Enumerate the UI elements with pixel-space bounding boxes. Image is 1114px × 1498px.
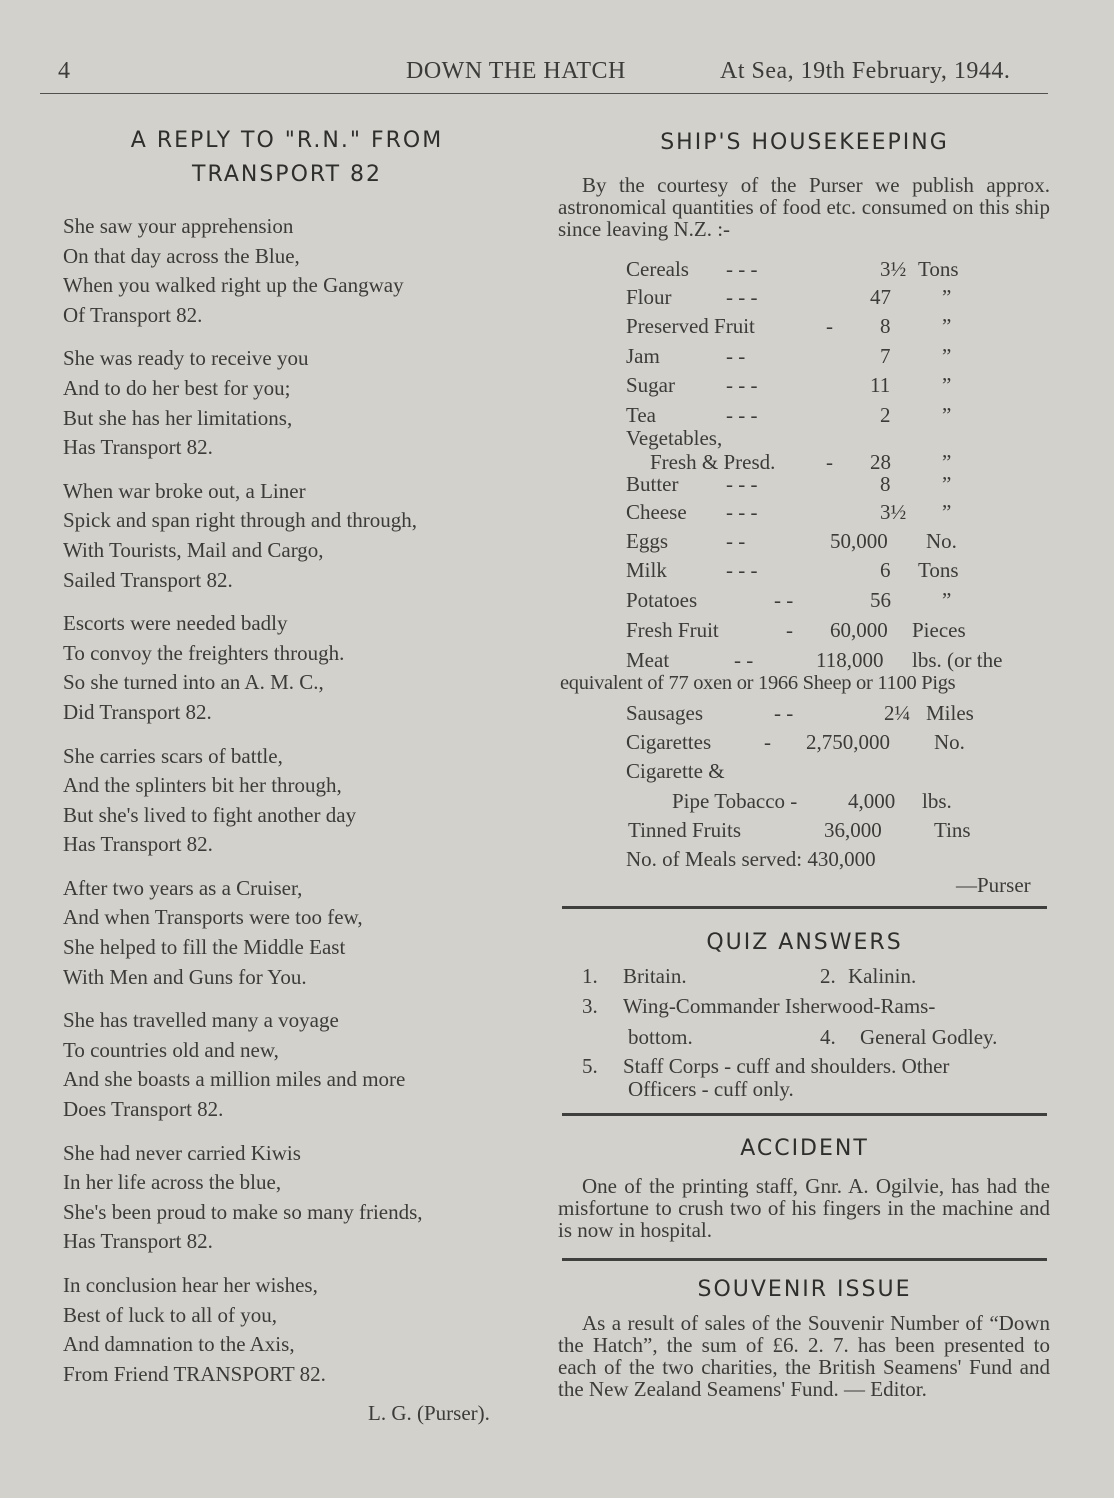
poem-line: In her life across the blue,: [63, 1170, 282, 1195]
poem-stanza: [63, 609, 553, 727]
poem-body: [63, 212, 553, 1403]
poem-line: And she boasts a million miles and more: [63, 1067, 406, 1092]
item-name: Preserved Fruit: [626, 314, 755, 338]
poem-stanza: [63, 1139, 553, 1257]
item-name: Milk: [626, 558, 667, 582]
item-quantity: 7: [880, 344, 891, 368]
poem-line: When you walked right up the Gangway: [63, 273, 404, 298]
souvenir-text: [558, 1312, 1050, 1400]
header-rule: [40, 93, 1048, 94]
quiz-answer: General Godley.: [860, 1025, 998, 1049]
item-name: Sugar: [626, 373, 675, 397]
quiz-answer: Britain.: [623, 964, 687, 988]
poem-line: She had never carried Kiwis: [63, 1140, 301, 1165]
poem-line: With Tourists, Mail and Cargo,: [63, 537, 324, 562]
item-quantity: 47: [870, 285, 891, 309]
poem-line: But she's lived to fight another day: [63, 802, 357, 827]
housekeeping-intro: [558, 174, 1050, 240]
housekeeping-intro-text: By the courtesy of the Purser we publish approx. astronomical quantities of food etc. consumed on this ship since leaving N.Z. :-: [558, 173, 1050, 241]
quiz-number: 1.: [582, 964, 598, 988]
item-name: Jam: [626, 344, 660, 368]
item-dashes: - - -: [726, 257, 758, 281]
item-name: Tinned Fruits: [628, 818, 742, 842]
poem-line: Has Transport 82.: [63, 832, 213, 857]
item-quantity: 2¼: [884, 701, 911, 725]
page-number: 4: [58, 58, 71, 84]
item-quantity: 28: [870, 450, 891, 474]
quiz-number: 2.: [820, 964, 836, 988]
poem-line: But she has her limitations,: [63, 405, 293, 430]
poem-line: Sailed Transport 82.: [63, 567, 233, 592]
item-name: Eggs: [626, 529, 668, 553]
item-quantity: 3½: [880, 500, 907, 524]
poem-line: Of Transport 82.: [63, 302, 203, 327]
item-name: Fresh & Presd.: [650, 450, 776, 474]
item-dashes: - - -: [726, 558, 758, 582]
meat-continuation: equivalent of 77 oxen or 1966 Sheep or 1100 Pigs: [560, 672, 956, 694]
section-rule: [562, 1258, 1047, 1261]
item-dashes: - -: [734, 648, 754, 672]
item-dashes: - - -: [726, 285, 758, 309]
item-quantity: 4,000: [848, 789, 896, 813]
item-unit: ”: [942, 285, 952, 309]
item-quantity: 60,000: [830, 618, 888, 642]
item-name: Butter: [626, 472, 679, 496]
item-dashes: - -: [726, 529, 746, 553]
poem-stanza: [63, 477, 553, 595]
item-unit: ”: [942, 373, 952, 397]
item-name: Cheese: [626, 500, 687, 524]
item-unit: Pieces: [912, 618, 966, 642]
souvenir-title: SOUVENIR ISSUE: [697, 1277, 912, 1302]
item-quantity: 2: [880, 403, 891, 427]
item-dashes: - -: [726, 344, 746, 368]
poem-line: She saw your apprehension: [63, 214, 294, 238]
item-unit: ”: [942, 344, 952, 368]
item-name: Potatoes: [626, 588, 698, 612]
poem-line: To countries old and new,: [63, 1037, 279, 1062]
item-unit: ”: [942, 472, 952, 496]
quiz-answer: Staff Corps - cuff and shoulders. Other: [623, 1054, 950, 1078]
item-quantity: 8: [880, 314, 891, 338]
quiz-number: 4.: [820, 1025, 836, 1049]
poem-signature: L. G. (Purser).: [368, 1401, 490, 1425]
page-header: [40, 58, 1050, 94]
quiz-answer: Officers - cuff only.: [628, 1077, 794, 1101]
poem-line: To convoy the freighters through.: [63, 640, 345, 665]
poem-line: She carries scars of battle,: [63, 743, 283, 768]
item-unit: Tons: [918, 257, 959, 281]
poem-line: When war broke out, a Liner: [63, 478, 306, 503]
poem-stanza: [63, 742, 553, 860]
item-dashes: - -: [774, 588, 794, 612]
item-unit: No.: [934, 730, 965, 754]
poem-line: And the splinters bit her through,: [63, 773, 342, 798]
quiz-number: 5.: [582, 1054, 598, 1078]
meals-served: No. of Meals served: 430,000: [626, 847, 876, 871]
quiz-number: 3.: [582, 994, 598, 1018]
item-name: Meat: [626, 648, 670, 672]
poem-stanza: [63, 212, 553, 330]
poem-line: And when Transports were too few,: [63, 905, 363, 930]
item-name: Flour: [626, 285, 672, 309]
accident-title: ACCIDENT: [740, 1136, 869, 1161]
poem-line: On that day across the Blue,: [63, 243, 300, 268]
accident-text: [558, 1175, 1050, 1241]
poem-line: Does Transport 82.: [63, 1097, 224, 1122]
poem-stanza: [63, 874, 553, 992]
poem-title-line-2: TRANSPORT 82: [192, 162, 382, 187]
item-dashes: - - -: [726, 373, 758, 397]
section-rule: [562, 906, 1047, 909]
item-unit: Tons: [918, 558, 959, 582]
poem-line: She was ready to receive you: [63, 346, 309, 371]
housekeeping-title: SHIP'S HOUSEKEEPING: [660, 130, 949, 155]
poem-line: Best of luck to all of you,: [63, 1302, 278, 1327]
poem-line: Has Transport 82.: [63, 435, 213, 460]
poem-line: With Men and Guns for You.: [63, 964, 307, 989]
item-unit: lbs.: [922, 789, 952, 813]
item-quantity: 36,000: [824, 818, 882, 842]
item-quantity: 6: [880, 558, 891, 582]
souvenir-paragraph: As a result of sales of the Souvenir Number of “Down the Hatch”, the sum of £6. 2. 7. has been presented to each of the two charities, the British Seamens' Fund and the New Zealand Seamens' Fund. — Editor.: [558, 1311, 1050, 1401]
item-unit: ”: [942, 450, 952, 474]
poem-line: Did Transport 82.: [63, 699, 212, 724]
item-dashes: -: [786, 618, 793, 642]
poem-line: And to do her best for you;: [63, 375, 291, 400]
item-name: Sausages: [626, 701, 703, 725]
poem-line: Spick and span right through and through,: [63, 508, 418, 533]
poem-line: Has Transport 82.: [63, 1229, 213, 1254]
item-dashes: -: [764, 730, 771, 754]
item-name: Cigarettes: [626, 730, 712, 754]
poem-stanza: [63, 1006, 553, 1124]
item-name: Tea: [626, 403, 657, 427]
item-name: Cereals: [626, 257, 689, 281]
poem-line: She helped to fill the Middle East: [63, 935, 346, 960]
housekeeping-signature: —Purser: [956, 873, 1031, 897]
item-name: Fresh Fruit: [626, 618, 719, 642]
item-unit: Tins: [934, 818, 971, 842]
publication-title: DOWN THE HATCH: [406, 58, 626, 84]
section-rule: [562, 1113, 1047, 1116]
poem-line: After two years as a Cruiser,: [63, 875, 303, 900]
poem-line: From Friend TRANSPORT 82.: [63, 1361, 326, 1386]
item-unit: ”: [942, 500, 952, 524]
poem-line: So she turned into an A. M. C.,: [63, 670, 324, 695]
item-quantity: 56: [870, 588, 891, 612]
item-unit: lbs. (or the: [912, 648, 1003, 672]
item-dashes: - -: [774, 701, 794, 725]
item-quantity: 50,000: [830, 529, 888, 553]
item-unit: Miles: [926, 701, 974, 725]
poem-title: [62, 124, 512, 192]
item-name: Vegetables,: [626, 426, 723, 450]
poem-stanza: [63, 344, 553, 462]
quiz-answer: bottom.: [628, 1025, 693, 1049]
poem-line: And damnation to the Axis,: [63, 1332, 295, 1357]
item-dashes: - - -: [726, 403, 758, 427]
quiz-title: QUIZ ANSWERS: [706, 930, 903, 955]
quiz-answer: Kalinin.: [848, 964, 917, 988]
item-quantity: 11: [870, 373, 891, 397]
item-quantity: 8: [880, 472, 891, 496]
item-dashes: - - -: [726, 500, 758, 524]
item-quantity: 3½: [880, 257, 907, 281]
quiz-answer: Wing-Commander Isherwood-Rams-: [623, 994, 936, 1018]
item-name: Cigarette &: [626, 759, 725, 783]
item-dashes: -: [826, 314, 833, 338]
item-dashes: - - -: [726, 472, 758, 496]
poem-line: In conclusion hear her wishes,: [63, 1273, 318, 1297]
poem-stanza: [63, 1271, 553, 1389]
item-unit: ”: [942, 588, 952, 612]
poem-title-line-1: A REPLY TO "R.N." FROM: [130, 128, 444, 153]
dateline: At Sea, 19th February, 1944.: [720, 58, 1011, 84]
accident-paragraph: One of the printing staff, Gnr. A. Ogilvie, has had the misfortune to crush two of his fingers in the machine and is now in hospital.: [558, 1174, 1050, 1242]
item-dashes: -: [826, 450, 833, 474]
item-name: Pipe Tobacco -: [672, 789, 798, 813]
item-unit: No.: [926, 529, 957, 553]
item-quantity: 118,000: [816, 648, 884, 672]
poem-line: Escorts were needed badly: [63, 611, 288, 636]
item-unit: ”: [942, 314, 952, 338]
item-unit: ”: [942, 403, 952, 427]
poem-line: She's been proud to make so many friends,: [63, 1199, 423, 1224]
item-quantity: 2,750,000: [806, 730, 890, 754]
poem-line: She has travelled many a voyage: [63, 1008, 339, 1033]
